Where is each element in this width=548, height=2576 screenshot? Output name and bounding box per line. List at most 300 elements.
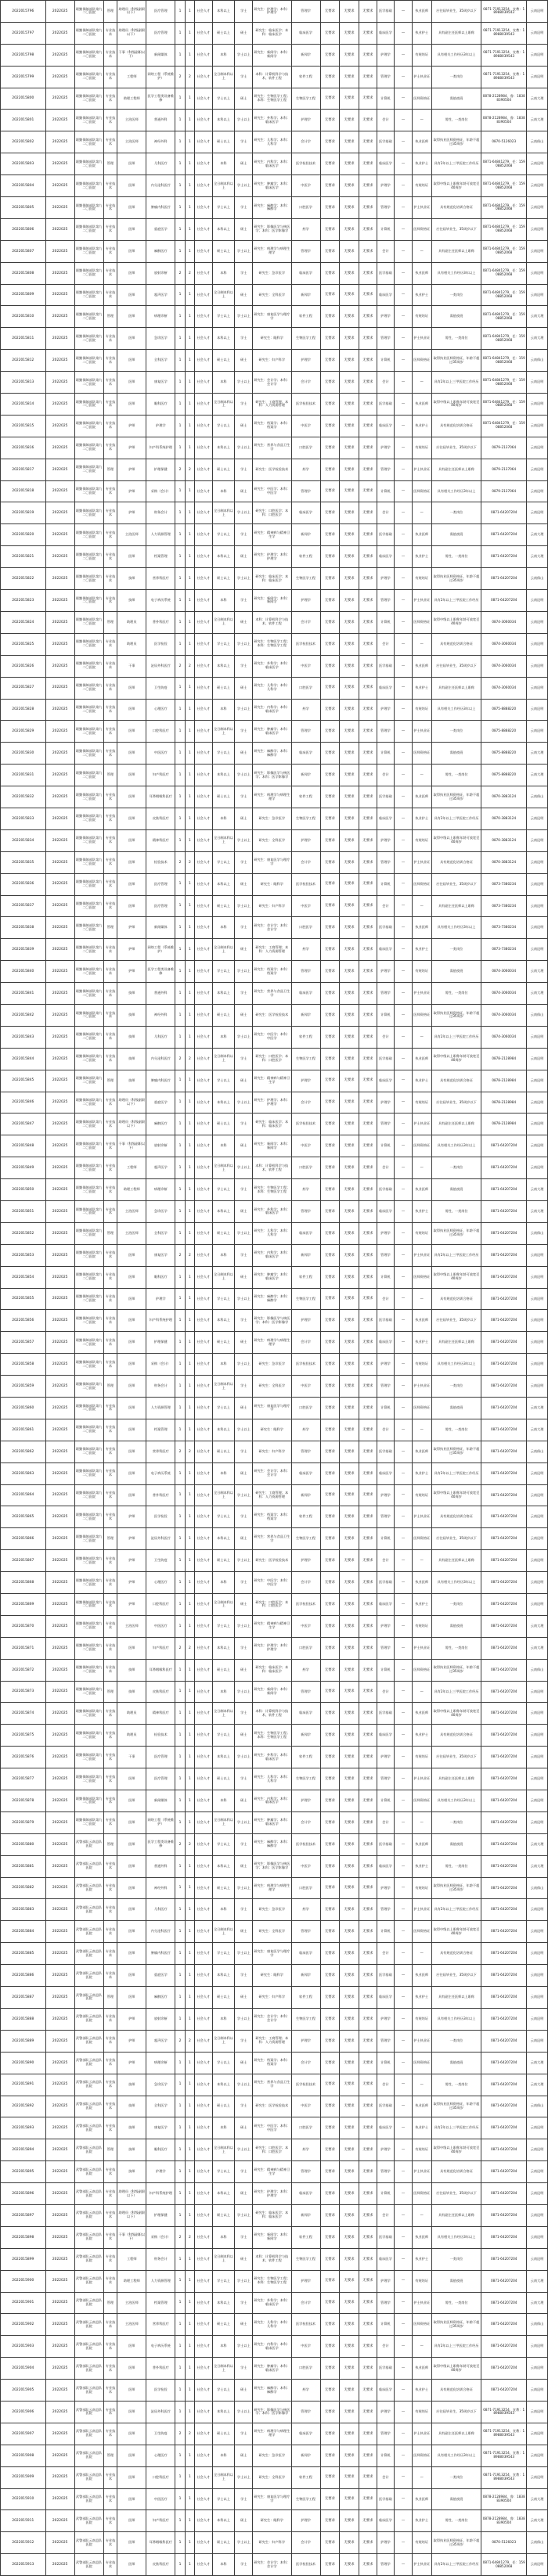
contact-cell: 0878-2128984 xyxy=(481,1092,527,1114)
condition-cell: 执业护士 xyxy=(412,22,431,44)
count-total-cell: 1 xyxy=(185,2358,194,2380)
age-cell: 无要求 xyxy=(320,939,340,961)
contact-cell: 0878-2128984 xyxy=(481,1114,527,1135)
education-cell: 学士以上 xyxy=(212,851,235,873)
exam-subject-cell: 医学基础 xyxy=(377,1833,395,1855)
notes-cell: 男性，一类岗位 xyxy=(431,1419,481,1441)
position-type-cell: 专业技术 xyxy=(103,546,117,568)
count-total-cell: 1 xyxy=(185,1572,194,1594)
age-cell: 无要求 xyxy=(320,502,340,524)
specialty-cell: 病理诊断 xyxy=(146,1179,175,1201)
count-total-cell: 1 xyxy=(185,786,194,808)
gender-cell: 无要求 xyxy=(340,568,359,590)
exam-subject-cell: 管理学 xyxy=(377,2030,395,2052)
contact-cell: 0871-64841279，任：15908852068 xyxy=(481,284,527,306)
requirement-cell: 新闻学 xyxy=(291,284,320,306)
education-cell: 学士以上 xyxy=(212,1179,235,1201)
position-code-cell: 2022025 xyxy=(45,677,74,699)
position-code-cell: 2022025 xyxy=(45,2204,74,2226)
condition-cell: 执业医师 xyxy=(412,1833,431,1855)
row-number-cell: 2022015815 xyxy=(1,415,46,437)
position-code-cell: 2022025 xyxy=(45,2226,74,2248)
gender-cell: 无要求 xyxy=(340,699,359,721)
contact-cell: 0871-64207204 xyxy=(481,2358,527,2380)
exam-subject-cell: 计算机 xyxy=(377,350,395,372)
row-number-cell: 2022015886 xyxy=(1,1965,46,1987)
position-name-cell: 医师 xyxy=(117,2466,146,2488)
degree-cell: 硕士 xyxy=(235,2380,253,2402)
count-total-cell: 1 xyxy=(185,1266,194,1288)
position-code-cell: 2022025 xyxy=(45,1092,74,1114)
household-cell: 无要求 xyxy=(359,1921,377,1943)
gender-cell: 无要求 xyxy=(340,350,359,372)
row-number-cell: 2022015822 xyxy=(1,568,46,590)
row-number-cell: 2022015864 xyxy=(1,1484,46,1506)
table-row xyxy=(1,459,548,480)
requirement-cell: 口腔医学 xyxy=(291,677,320,699)
household-cell: 无要求 xyxy=(359,851,377,873)
table-row xyxy=(1,262,548,284)
row-number-cell: 2022015868 xyxy=(1,1572,46,1594)
count-total-cell: 1 xyxy=(185,1004,194,1026)
household-cell: 无要求 xyxy=(359,1877,377,1899)
household-cell: 无要求 xyxy=(359,765,377,786)
exam-subject-cell: 护理学 xyxy=(377,2139,395,2161)
gender-cell: 无要求 xyxy=(340,633,359,655)
major-cell: 研究生：眼科学 xyxy=(253,2510,291,2532)
region-cell: 云南大理 xyxy=(527,88,548,110)
count-total-cell: 1 xyxy=(185,1157,194,1179)
degree-cell: 硕士 xyxy=(235,22,253,44)
notes-cell: 具有相关工作经历3年以上 xyxy=(431,2008,481,2030)
region-cell: 云南昆明 xyxy=(527,2248,548,2270)
position-name-cell: 技师 xyxy=(117,1048,146,1070)
notes-cell: 具有2年以上三甲医院工作经历 xyxy=(431,1681,481,1703)
education-cell: 硕士以上 xyxy=(212,2423,235,2445)
position-code-cell: 2022025 xyxy=(45,66,74,88)
row-number-cell: 2022015823 xyxy=(1,590,46,612)
row-number-cell: 2022015858 xyxy=(1,1354,46,1376)
notes-cell: 具有规范化培训合格证 xyxy=(431,197,481,219)
exam-subject-cell: 计算机 xyxy=(377,88,395,110)
notes-cell: 具有2年以上三甲医院工作经历 xyxy=(431,1026,481,1048)
unit-cell: 联勤保障部队第九二〇医院 xyxy=(74,786,103,808)
education-cell: 全日制本科以上 xyxy=(212,502,235,524)
condition-cell: 护士执业证 xyxy=(412,2030,431,2052)
specialty-cell: 急诊医学 xyxy=(146,328,175,350)
region-cell: 云南昆明 xyxy=(527,218,548,240)
contact-cell: 0871-64207204 xyxy=(481,546,527,568)
specialty-cell: 皮肤科医疗 xyxy=(146,1681,175,1703)
contact-cell: 0871-64207204 xyxy=(481,1987,527,2009)
dash-cell: — xyxy=(395,1811,413,1833)
condition-cell: 有规培证 xyxy=(412,175,431,197)
unit-cell: 武警部队云南总队医院 xyxy=(74,2488,103,2510)
count-total-cell: 1 xyxy=(185,2292,194,2314)
scope-cell: 社会人才 xyxy=(195,765,213,786)
unit-cell: 武警部队云南总队医院 xyxy=(74,1855,103,1877)
specialty-cell: 采购（会计） xyxy=(146,2226,175,2248)
degree-cell: 硕士 xyxy=(235,2248,253,2270)
age-cell: 无要求 xyxy=(320,284,340,306)
contact-cell: 0871-64207204 xyxy=(481,1725,527,1747)
requirement-cell: 药学 xyxy=(291,699,320,721)
age-cell: 无要求 xyxy=(320,2292,340,2314)
exam-subject-cell: 管理学 xyxy=(377,1114,395,1135)
requirement-cell: 临床医学 xyxy=(291,1462,320,1484)
exam-subject-cell: 护理学 xyxy=(377,568,395,590)
contact-cell: 0871-64207204 xyxy=(481,1921,527,1943)
position-type-cell: 管理 xyxy=(103,1,117,23)
education-cell: 硕士以上 xyxy=(212,568,235,590)
household-cell: 无要求 xyxy=(359,2358,377,2380)
age-cell: 无要求 xyxy=(320,372,340,394)
position-type-cell: 专业技术 xyxy=(103,2466,117,2488)
count-total-cell: 1 xyxy=(185,546,194,568)
region-cell: 云南昆明 xyxy=(527,611,548,633)
major-cell: 研究生：医学检验技术 xyxy=(253,2096,291,2117)
count-cell: 1 xyxy=(175,1179,185,1201)
position-type-cell: 专业技术 xyxy=(103,2183,117,2205)
count-cell: 1 xyxy=(175,2139,185,2161)
position-name-cell: 医师 xyxy=(117,394,146,416)
position-name-cell: 医师 xyxy=(117,1310,146,1332)
unit-cell: 武警部队云南总队医院 xyxy=(74,2554,103,2576)
contact-cell: 0871-71913254，宣教：18988039543 xyxy=(481,2445,527,2466)
household-cell: 无要求 xyxy=(359,88,377,110)
age-cell: 无要求 xyxy=(320,1179,340,1201)
position-code-cell: 2022025 xyxy=(45,1506,74,1528)
position-code-cell: 2022025 xyxy=(45,1484,74,1506)
count-cell: 1 xyxy=(175,2074,185,2096)
unit-cell: 武警部队云南总队医院 xyxy=(74,2466,103,2488)
requirement-cell: 新闻学 xyxy=(291,2204,320,2226)
row-number-cell: 2022015819 xyxy=(1,502,46,524)
row-number-cell: 2022015865 xyxy=(1,1506,46,1528)
exam-subject-cell: 临床医学 xyxy=(377,1070,395,1092)
age-cell: 无要求 xyxy=(320,2074,340,2096)
count-total-cell: 2 xyxy=(185,655,194,677)
gender-cell: 无要求 xyxy=(340,611,359,633)
row-number-cell: 2022015848 xyxy=(1,1135,46,1157)
degree-cell: 学士以上 xyxy=(235,1615,253,1637)
region-cell: 云南昆明 xyxy=(527,1594,548,1616)
major-cell: 研究生：病理学与病理生理学 xyxy=(253,2423,291,2445)
table-row xyxy=(1,2139,548,2161)
household-cell: 无要求 xyxy=(359,2488,377,2510)
specialty-cell: 采购（会计） xyxy=(146,1354,175,1376)
gender-cell: 无要求 xyxy=(340,2466,359,2488)
education-cell: 学士以上 xyxy=(212,1070,235,1092)
position-type-cell: 专业技术 xyxy=(103,1354,117,1376)
requirement-cell: 软件工程 xyxy=(291,1987,320,2009)
major-cell: 研究生：影像医学与核医学；本科：医学影像学 xyxy=(253,218,291,240)
age-cell: 无要求 xyxy=(320,2336,340,2358)
household-cell: 无要求 xyxy=(359,1004,377,1026)
position-name-cell: 医师 xyxy=(117,2401,146,2423)
position-name-cell: 医师 xyxy=(117,218,146,240)
specialty-cell: 急诊医学 xyxy=(146,2074,175,2096)
position-type-cell: 专业技术 xyxy=(103,1135,117,1157)
row-number-cell: 2022015844 xyxy=(1,1048,46,1070)
age-cell: 无要求 xyxy=(320,2030,340,2052)
scope-cell: 社会人才 xyxy=(195,437,213,459)
table-row xyxy=(1,2336,548,2358)
education-cell: 本科以上 xyxy=(212,328,235,350)
specialty-cell: 泌尿外科医疗 xyxy=(146,655,175,677)
row-number-cell: 2022015904 xyxy=(1,2358,46,2380)
position-name-cell: 医师 xyxy=(117,1899,146,1921)
scope-cell: 社会人才 xyxy=(195,699,213,721)
position-type-cell: 专业技术 xyxy=(103,2052,117,2074)
specialty-cell: 超声医学 xyxy=(146,2030,175,2052)
count-cell: 2 xyxy=(175,851,185,873)
count-total-cell: 1 xyxy=(185,2510,194,2532)
contact-cell: 0871-64207204 xyxy=(481,1266,527,1288)
region-cell: 云南大理 xyxy=(527,2270,548,2292)
age-cell: 无要求 xyxy=(320,1266,340,1288)
age-cell: 无要求 xyxy=(320,1550,340,1572)
table-row xyxy=(1,1921,548,1943)
major-cell: 研究生：眼科学 xyxy=(253,1965,291,1987)
notes-cell: 具有规范化培训合格证 xyxy=(431,1725,481,1747)
gender-cell: 无要求 xyxy=(340,197,359,219)
contact-cell: 0871-64207204 xyxy=(481,1157,527,1179)
table-row xyxy=(1,1833,548,1855)
age-cell: 无要求 xyxy=(320,2117,340,2139)
count-cell: 2 xyxy=(175,2423,185,2445)
contact-cell: 0871-64207204 xyxy=(481,1572,527,1594)
position-type-cell: 专业技术 xyxy=(103,2248,117,2270)
position-name-cell: 助理员（科级副职以下） xyxy=(117,1092,146,1114)
requirement-cell: 护理学 xyxy=(291,829,320,851)
age-cell: 无要求 xyxy=(320,2358,340,2380)
row-number-cell: 2022015797 xyxy=(1,22,46,44)
position-name-cell: 医师 xyxy=(117,2423,146,2445)
degree-cell: 学士 xyxy=(235,2358,253,2380)
position-name-cell: 医师 xyxy=(117,153,146,175)
region-cell: 云南昆明 xyxy=(527,459,548,480)
requirement-cell: 中医学 xyxy=(291,1376,320,1398)
position-type-cell: 专业技术 xyxy=(103,1462,117,1484)
position-type-cell: 专业技术 xyxy=(103,2401,117,2423)
table-row xyxy=(1,1376,548,1398)
exam-subject-cell: 临床医学 xyxy=(377,284,395,306)
education-cell: 本科 xyxy=(212,1790,235,1812)
age-cell: 无要求 xyxy=(320,546,340,568)
count-total-cell: 2 xyxy=(185,262,194,284)
household-cell: 无要求 xyxy=(359,502,377,524)
contact-cell: 0871-64207204 xyxy=(481,1659,527,1681)
gender-cell: 无要求 xyxy=(340,240,359,262)
count-total-cell: 1 xyxy=(185,1877,194,1899)
unit-cell: 武警部队云南总队医院 xyxy=(74,1899,103,1921)
notes-cell: 具有副主任医师以上职称 xyxy=(431,2423,481,2445)
position-type-cell: 专业技术 xyxy=(103,480,117,502)
household-cell: 无要求 xyxy=(359,808,377,829)
region-cell: 云南昆明 xyxy=(527,284,548,306)
table-row xyxy=(1,1572,548,1594)
table-row xyxy=(1,1790,548,1812)
gender-cell: 无要求 xyxy=(340,2358,359,2380)
count-cell: 1 xyxy=(175,2336,185,2358)
scope-cell: 社会人才 xyxy=(195,851,213,873)
row-number-cell: 2022015900 xyxy=(1,2270,46,2292)
region-cell: 云南保山 xyxy=(527,1222,548,1244)
position-type-cell: 专业技术 xyxy=(103,1441,117,1462)
specialty-cell: 泌尿外科医疗 xyxy=(146,1528,175,1550)
exam-subject-cell: 医学基础 xyxy=(377,2226,395,2248)
scope-cell: 社会人才 xyxy=(195,1048,213,1070)
contact-cell: 0871-64207204 xyxy=(481,1637,527,1659)
age-cell: 无要求 xyxy=(320,1725,340,1747)
major-cell: 研究生：护理学；本科：护理学 xyxy=(253,1,291,23)
table-row xyxy=(1,2445,548,2466)
condition-cell: 医师资格证 xyxy=(412,1790,431,1812)
specialty-cell: 人力资源管理 xyxy=(146,524,175,546)
gender-cell: 无要求 xyxy=(340,1703,359,1725)
contact-cell: 0871-64207204 xyxy=(481,1332,527,1354)
household-cell: 无要求 xyxy=(359,1987,377,2009)
table-row xyxy=(1,1332,548,1354)
dash-cell: — xyxy=(395,1310,413,1332)
unit-cell: 联勤保障部队第九二〇医院 xyxy=(74,1615,103,1637)
exam-subject-cell: 管理学 xyxy=(377,2423,395,2445)
degree-cell: 硕士 xyxy=(235,1855,253,1877)
table-row xyxy=(1,1506,548,1528)
unit-cell: 联勤保障部队第九二〇医院 xyxy=(74,1310,103,1332)
household-cell: 无要求 xyxy=(359,1026,377,1048)
major-cell: 研究生：生物医学工程；本科：生物医学工程 xyxy=(253,88,291,110)
contact-cell: 0871-64207204 xyxy=(481,1790,527,1812)
scope-cell: 社会人才 xyxy=(195,240,213,262)
dash-cell: — xyxy=(395,1768,413,1790)
unit-cell: 武警部队云南总队医院 xyxy=(74,2445,103,2466)
degree-cell: 学士 xyxy=(235,1965,253,1987)
count-total-cell: 1 xyxy=(185,1354,194,1376)
age-cell: 无要求 xyxy=(320,1484,340,1506)
scope-cell: 社会人才 xyxy=(195,568,213,590)
count-total-cell: 1 xyxy=(185,1026,194,1048)
position-name-cell: 医师 xyxy=(117,1376,146,1398)
table-row xyxy=(1,1157,548,1179)
degree-cell: 硕士 xyxy=(235,2314,253,2336)
condition-cell: 有规培证 xyxy=(412,568,431,590)
education-cell: 本科以上 xyxy=(212,1528,235,1550)
count-cell: 1 xyxy=(175,699,185,721)
table-row xyxy=(1,1179,548,1201)
dash-cell: — xyxy=(395,983,413,1005)
row-number-cell: 2022015859 xyxy=(1,1376,46,1398)
condition-cell: — xyxy=(412,240,431,262)
degree-cell: 学士 xyxy=(235,197,253,219)
contact-cell: 0873-7380234 xyxy=(481,939,527,961)
scope-cell: 社会人才 xyxy=(195,2096,213,2117)
degree-cell: 学士 xyxy=(235,1376,253,1398)
row-number-cell: 2022015882 xyxy=(1,1877,46,1899)
specialty-cell: 眼科医疗 xyxy=(146,1266,175,1288)
age-cell: 无要求 xyxy=(320,1004,340,1026)
requirement-cell: 新闻学 xyxy=(291,1965,320,1987)
table-row xyxy=(1,655,548,677)
count-total-cell: 1 xyxy=(185,1725,194,1747)
count-cell: 1 xyxy=(175,1615,185,1637)
table-row xyxy=(1,1,548,23)
notes-cell: 需值夜班 xyxy=(431,2270,481,2292)
notes-cell: 具有2年以上三甲医院工作经历 xyxy=(431,2336,481,2358)
age-cell: 无要求 xyxy=(320,1244,340,1266)
age-cell: 无要求 xyxy=(320,2445,340,2466)
count-cell: 2 xyxy=(175,2226,185,2248)
education-cell: 本科以上 xyxy=(212,218,235,240)
count-total-cell: 2 xyxy=(185,2423,194,2445)
contact-cell: 0871-64207204 xyxy=(481,2204,527,2226)
requirement-cell: 新闻学 xyxy=(291,1725,320,1747)
unit-cell: 联勤保障部队第九二〇医院 xyxy=(74,66,103,88)
major-cell: 研究生：工商管理；本科：人力资源管理 xyxy=(253,1484,291,1506)
condition-cell: — xyxy=(412,1550,431,1572)
scope-cell: 社会人才 xyxy=(195,1026,213,1048)
education-cell: 全日制本科以上 xyxy=(212,939,235,961)
condition-cell: 医师资格证 xyxy=(412,2445,431,2466)
contact-cell: 0871-64207204 xyxy=(481,2074,527,2096)
count-total-cell: 1 xyxy=(185,1484,194,1506)
dash-cell: — xyxy=(395,415,413,437)
condition-cell: 有规培证 xyxy=(412,1354,431,1376)
unit-cell: 武警部队云南总队医院 xyxy=(74,2030,103,2052)
requirement-cell: 新闻学 xyxy=(291,765,320,786)
unit-cell: 联勤保障部队第九二〇医院 xyxy=(74,939,103,961)
gender-cell: 无要求 xyxy=(340,2204,359,2226)
region-cell: 云南昆明 xyxy=(527,895,548,917)
requirement-cell: 药学 xyxy=(291,218,320,240)
degree-cell: 硕士 xyxy=(235,677,253,699)
notes-cell: 应往届毕业生，35周岁以下 xyxy=(431,1310,481,1332)
degree-cell: 硕士 xyxy=(235,808,253,829)
scope-cell: 社会人才 xyxy=(195,1419,213,1441)
row-number-cell: 2022015912 xyxy=(1,2532,46,2554)
position-code-cell: 2022025 xyxy=(45,1354,74,1376)
region-cell: 云南大理 xyxy=(527,306,548,328)
row-number-cell: 2022015870 xyxy=(1,1615,46,1637)
education-cell: 学士以上 xyxy=(212,2380,235,2402)
region-cell: 云南昆明 xyxy=(527,1921,548,1943)
requirement-cell: 会计学 xyxy=(291,611,320,633)
degree-cell: 硕士 xyxy=(235,480,253,502)
education-cell: 硕士以上 xyxy=(212,2096,235,2117)
notes-cell: 具有规范化培训合格证 xyxy=(431,2161,481,2183)
degree-cell: 学士 xyxy=(235,983,253,1005)
unit-cell: 联勤保障部队第九二〇医院 xyxy=(74,851,103,873)
notes-cell: 需值夜班 xyxy=(431,2052,481,2074)
row-number-cell: 2022015896 xyxy=(1,2183,46,2205)
table-row xyxy=(1,197,548,219)
position-name-cell: 技师 xyxy=(117,568,146,590)
contact-cell: 0871-64841279，任：15908852068 xyxy=(481,306,527,328)
notes-cell: 具有2年以上三甲医院工作经历 xyxy=(431,1244,481,1266)
household-cell: 无要求 xyxy=(359,2008,377,2030)
contact-cell: 0871-64207204 xyxy=(481,1965,527,1987)
exam-subject-cell: 管理学 xyxy=(377,590,395,612)
age-cell: 无要求 xyxy=(320,1114,340,1135)
specialty-cell: 档案管理 xyxy=(146,546,175,568)
requirement-cell: 护理学 xyxy=(291,1070,320,1092)
specialty-cell: 人力资源管理 xyxy=(146,2270,175,2292)
table-row xyxy=(1,1200,548,1222)
contact-cell: 0875-8888220 xyxy=(481,743,527,765)
count-total-cell: 1 xyxy=(185,895,194,917)
row-number-cell: 2022015820 xyxy=(1,524,46,546)
